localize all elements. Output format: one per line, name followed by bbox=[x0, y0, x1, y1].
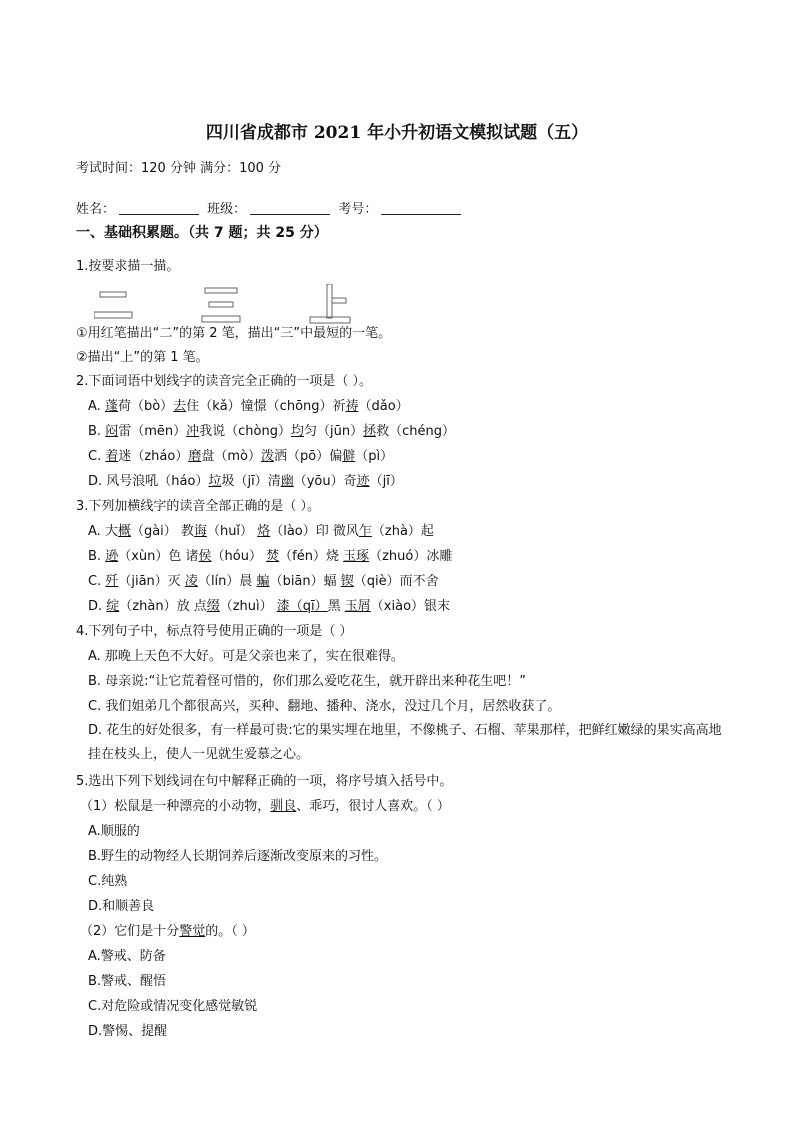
option-text: 我说（chòng） bbox=[199, 424, 291, 439]
option-text: （qiè）而不舍 bbox=[353, 574, 439, 589]
option-text: 住（kǎ）憧憬（chōng）祈 bbox=[186, 399, 346, 414]
q5-sub1-word: 驯良 bbox=[270, 799, 297, 814]
class-blank[interactable] bbox=[250, 201, 330, 215]
q5-prompt: 5.选出下列下划线词在句中解释正确的一项，将序号填入括号中。 bbox=[76, 774, 453, 789]
q3-option-c[interactable] bbox=[88, 573, 439, 591]
class-label: 班级： bbox=[207, 202, 247, 217]
underlined-text: 逊 bbox=[105, 549, 119, 564]
underlined-text: 着 bbox=[105, 449, 119, 464]
underlined-text: 凌 bbox=[184, 574, 198, 589]
option-text: 洒（pō）偏 bbox=[274, 449, 343, 464]
option-text: （biān）蝠 bbox=[269, 574, 341, 589]
q1-item-2: ②描出“上”的第 1 笔。 bbox=[76, 350, 209, 365]
underlined-text: 漆（qī） bbox=[276, 599, 328, 614]
option-text: （gài） 教 bbox=[130, 524, 194, 539]
q2-option-a[interactable] bbox=[88, 398, 409, 416]
q4-option-d[interactable]: D. 花生的好处很多，有一样最可贵:它的果实埋在地里，不像桃子、石榴、苹果那样，把鲜红嫩绿的果实高高地挂在枝头上，使人一见就生爱慕之心。 bbox=[88, 723, 722, 762]
option-text: （jiān）灭 bbox=[118, 574, 185, 589]
underlined-text: 玉琢 bbox=[343, 549, 370, 564]
option-label: D. bbox=[88, 474, 107, 489]
q3-prompt: 3.下列加横线字的读音全部正确的是（ ）。 bbox=[76, 499, 321, 514]
q1-item-1: ①用红笔描出“二”的第 2 笔，描出“三”中最短的一笔。 bbox=[76, 326, 392, 341]
underlined-text: 锲 bbox=[340, 574, 354, 589]
underlined-text: 迹 bbox=[356, 474, 370, 489]
option-text: （xùn）色 诸 bbox=[118, 549, 199, 564]
underlined-text: 概 bbox=[117, 524, 131, 539]
q4-option-a[interactable]: A. 那晚上天色不大好。可是父亲也来了，实在很难得。 bbox=[88, 649, 404, 664]
option-text: （zhuì） bbox=[219, 599, 277, 614]
exam-info: 考试时间：120 分钟 满分：100 分 bbox=[76, 161, 282, 176]
option-text: 风号浪吼（háo） bbox=[106, 474, 209, 489]
option-label: A. bbox=[88, 399, 105, 414]
underlined-text: 闷 bbox=[105, 424, 119, 439]
q4-option-c[interactable]: C. 我们姐弟几个都很高兴，买种、翻地、播种、浇水，没过几个月，居然收获了。 bbox=[88, 699, 561, 714]
q4-prompt: 4.下列句子中，标点符号使用正确的一项是（ ） bbox=[76, 624, 353, 639]
option-text: （yōu）奇 bbox=[293, 474, 357, 489]
underlined-text: 蓬 bbox=[104, 399, 118, 414]
q2-option-d[interactable] bbox=[88, 473, 403, 491]
option-label: B. bbox=[88, 549, 106, 564]
page-title: 四川省成都市 2021 年小升初语文模拟试题（五） bbox=[205, 123, 589, 143]
q5-sub2-option-d[interactable]: D.警惕、提醒 bbox=[88, 1024, 168, 1039]
q5-sub1-option-b[interactable]: B.野生的动物经人长期饲养后逐渐改变原来的习性。 bbox=[88, 849, 388, 864]
underlined-text: 冲 bbox=[186, 424, 200, 439]
option-text: （dǎo） bbox=[358, 399, 409, 414]
q5-sub2-suffix: 的。（ ） bbox=[205, 924, 255, 939]
q5-sub2-prefix: （2）它们是十分 bbox=[80, 924, 180, 939]
student-info-row bbox=[76, 201, 465, 219]
underlined-text: 乍 bbox=[358, 524, 372, 539]
option-text: （zhà）起 bbox=[371, 524, 434, 539]
q3-option-a[interactable] bbox=[88, 523, 434, 541]
option-label: C. bbox=[88, 574, 106, 589]
underlined-text: 绽 bbox=[106, 599, 120, 614]
option-text: 迷（zháo） bbox=[118, 449, 189, 464]
underlined-text: 祷 bbox=[345, 399, 359, 414]
option-text: 大 bbox=[104, 524, 118, 539]
q5-sub1-prefix: （1）松鼠是一种漂亮的小动物， bbox=[80, 799, 271, 814]
q5-sub2-option-c[interactable]: C.对危险或情况变化感觉敏锐 bbox=[88, 999, 258, 1014]
option-text: 圾（jī）清 bbox=[221, 474, 281, 489]
q5-sub1-option-c[interactable]: C.纯熟 bbox=[88, 874, 128, 889]
option-text: 雷（mēn） bbox=[118, 424, 187, 439]
underlined-text: 垃 bbox=[208, 474, 222, 489]
name-blank[interactable] bbox=[119, 201, 199, 215]
q2-option-c[interactable] bbox=[88, 448, 393, 466]
tracing-characters bbox=[94, 284, 354, 326]
option-text: （lín）晨 bbox=[197, 574, 257, 589]
option-label: B. bbox=[88, 424, 106, 439]
underlined-text: 歼 bbox=[105, 574, 119, 589]
q1-prompt: 1.按要求描一描。 bbox=[76, 259, 180, 274]
option-text: （fén）烧 bbox=[279, 549, 344, 564]
q5-sub2-option-b[interactable]: B.警戒、醒悟 bbox=[88, 974, 167, 989]
q5-sub1-option-d[interactable]: D.和顺善良 bbox=[88, 899, 155, 914]
option-text: （zhuó）冰雕 bbox=[369, 549, 453, 564]
underlined-text: 缀 bbox=[206, 599, 220, 614]
option-text: （lào）印 微风 bbox=[270, 524, 359, 539]
q5-sub1-option-a[interactable]: A.顺服的 bbox=[88, 824, 140, 839]
underlined-text: 幽 bbox=[280, 474, 294, 489]
trace-char-shang[interactable] bbox=[310, 284, 350, 323]
name-label: 姓名： bbox=[76, 202, 116, 217]
underlined-text: 磨 bbox=[188, 449, 202, 464]
option-text: 黑 bbox=[327, 599, 345, 614]
underlined-text: 侯 bbox=[198, 549, 212, 564]
option-text: （huǐ） bbox=[206, 524, 258, 539]
q5-sub1 bbox=[80, 798, 450, 816]
underlined-text: 蝙 bbox=[256, 574, 270, 589]
option-label: D. bbox=[88, 599, 107, 614]
option-text: 荷（bò） bbox=[117, 399, 174, 414]
underlined-text: 诲 bbox=[193, 524, 207, 539]
q5-sub2-word: 警觉 bbox=[179, 924, 206, 939]
q3-option-d[interactable] bbox=[88, 598, 450, 616]
option-text: 匀（jūn） bbox=[303, 424, 364, 439]
q4-option-b[interactable]: B. 母亲说:“让它荒着怪可惜的，你们那么爱吃花生，就开辟出来种花生吧！” bbox=[88, 674, 527, 689]
number-label: 考号： bbox=[338, 202, 378, 217]
option-text: （xiào）银末 bbox=[370, 599, 451, 614]
trace-char-san[interactable] bbox=[202, 288, 240, 322]
underlined-text: 焚 bbox=[266, 549, 280, 564]
underlined-text: 烙 bbox=[257, 524, 271, 539]
option-text: （zhàn）放 点 bbox=[119, 599, 207, 614]
q5-sub2 bbox=[80, 923, 255, 941]
underlined-text: 拯 bbox=[363, 424, 377, 439]
underlined-text: 玉屑 bbox=[344, 599, 371, 614]
option-text: 盘（mò） bbox=[201, 449, 261, 464]
option-text: （jī） bbox=[369, 474, 403, 489]
number-blank[interactable] bbox=[381, 201, 461, 215]
option-text: （hóu） bbox=[211, 549, 267, 564]
option-label: A. bbox=[88, 524, 105, 539]
q5-sub2-option-a[interactable]: A.警戒、防备 bbox=[88, 949, 166, 964]
q2-prompt: 2.下面词语中划线字的读音完全正确的一项是（ ）。 bbox=[76, 374, 373, 389]
tracing-svg bbox=[94, 284, 354, 326]
underlined-text: 僻 bbox=[342, 449, 356, 464]
q3-option-b[interactable] bbox=[88, 548, 452, 566]
option-label: C. bbox=[88, 449, 106, 464]
underlined-text: 均 bbox=[290, 424, 304, 439]
section-heading: 一、基础积累题。（共 7 题；共 25 分） bbox=[76, 225, 328, 241]
option-text: （pì） bbox=[355, 449, 394, 464]
trace-char-er[interactable] bbox=[94, 292, 132, 318]
q2-option-b[interactable] bbox=[88, 423, 455, 441]
option-text: 救（chéng） bbox=[376, 424, 455, 439]
underlined-text: 去 bbox=[173, 399, 187, 414]
underlined-text: 泼 bbox=[260, 449, 274, 464]
q5-sub1-suffix: 、乖巧，很讨人喜欢。（ ） bbox=[296, 799, 450, 814]
